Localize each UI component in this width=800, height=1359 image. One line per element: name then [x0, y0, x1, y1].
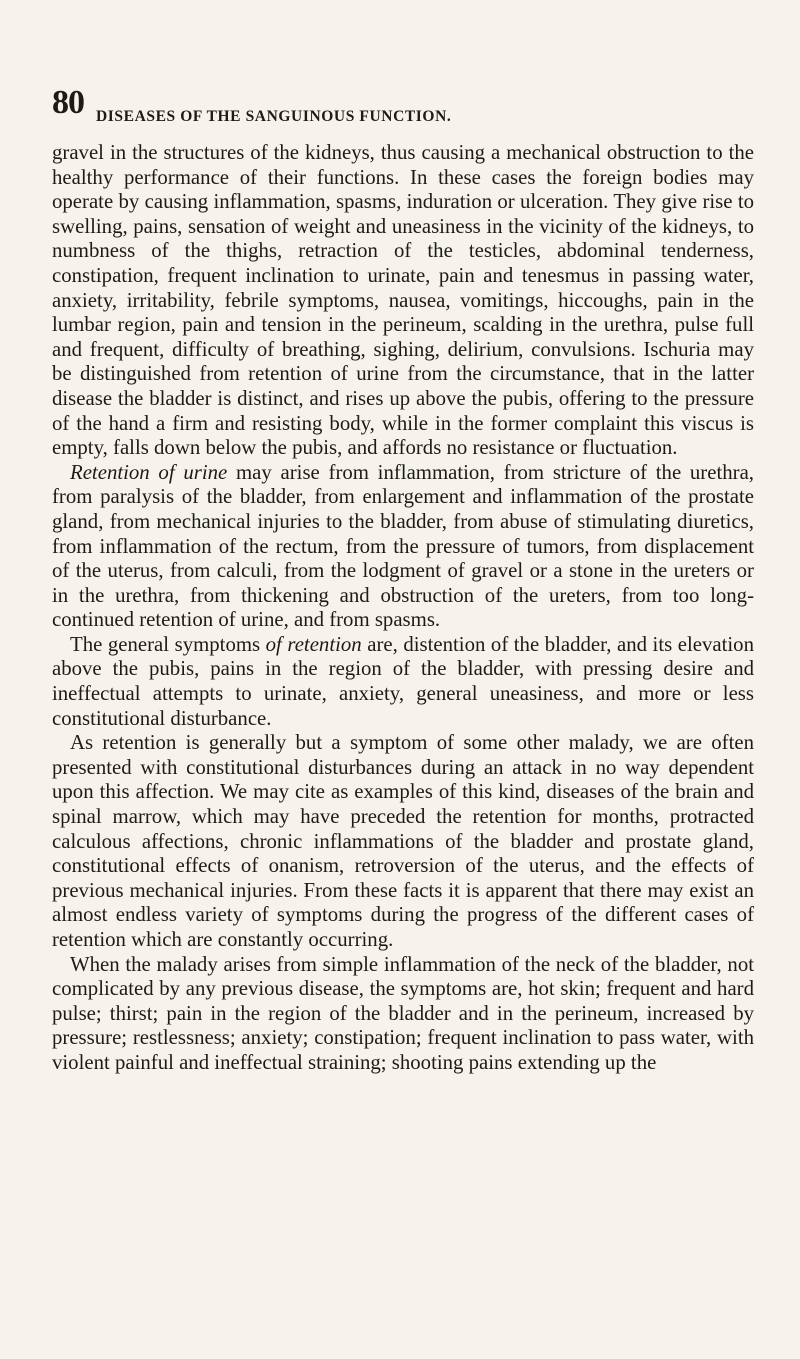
page-header: [52, 86, 752, 126]
paragraph-text: When the malady arises from simple inflammation of the neck of the bladder, not complicated by any previous disease, the symptoms are, hot skin; frequent and hard pulse; thirst; pain in the region of the bladder and in the perineum, increased by pressure; restlessness; anxiety; constipation; frequent inclination to pass water, with violent painful and ineffectual straining; shooting pains extending up the: [52, 952, 754, 1074]
italic-heading: Retention of urine: [70, 460, 228, 484]
paragraph-kidney-gravel: [52, 141, 754, 461]
italic-phrase: of retention: [265, 632, 362, 656]
paragraph-text: As retention is generally but a symptom of some other malady, we are often presented with constitutional disturbances during an attack in no way dependent upon this affection. We may cite as examples of this kind, diseases of the brain and spinal marrow, which may have preceded the retention for months, protracted calculous affections, chronic inflammations of the bladder and prostate gland, constitutional effects of onanism, retroversion of the uterus, and the effects of previous mechanical injuries. From these facts it is apparent that there may exist an almost endless variety of symptoms during the progress of the different cases of retention which are constantly occurring.: [52, 731, 754, 951]
body-text: [52, 141, 754, 1076]
paragraph-simple-inflammation: [52, 953, 754, 1076]
paragraph-text: gravel in the structures of the kidneys, thus causing a mechanical obstruction to the healthy performance of their functions. In these cases the foreign bodies may operate by causing inflammation, spasms, induration or ulceration. They give rise to swelling, pains, sensation of weight and uneasiness in the vicinity of the kidneys, to numbness of the thighs, retraction of the testicles, abdominal tenderness, constipation, frequent inclination to urinate, pain and tenesmus in passing water, anxiety, irritability, febrile symptoms, nausea, vomitings, hiccoughs, pain in the lumbar region, pain and tension in the perineum, scalding in the urethra, pulse full and frequent, difficulty of breathing, sighing, delirium, convulsions. Ischuria may be distinguished from retention of urine from the circumstance, that in the latter disease the bladder is distinct, and rises up above the pubis, offering to the pressure of the hand a firm and resisting body, while in the former complaint this viscus is empty, falls down below the pubis, and affords no resistance or fluctuation.: [52, 141, 754, 460]
paragraph-text: are, distention of the bladder, and its elevation above the pubis, pains in the region of the bladder, with pressing desire and ineffectual attempts to urinate, anxiety, general uneasiness, and more or less constitutional disturbance.: [52, 632, 754, 730]
paragraph-retention-symptoms: [52, 633, 754, 731]
running-title: DISEASES OF THE SANGUINOUS FUNCTION.: [96, 108, 452, 125]
paragraph-text: may arise from inflammation, from stricture of the urethra, from paralysis of the bladder, from enlargement and inflammation of the prostate gland, from mechanical injuries to the bladder, from abuse of stimulating diuretics, from inflammation of the rectum, from the pressure of tumors, from displacement of the uterus, from calculi, from the lodgment of gravel or a stone in the ureters or in the urethra, from thickening and obstruction of the ureters, from too long-continued retention of urine, and from spasms.: [52, 460, 754, 632]
paragraph-retention-causes: [52, 461, 754, 633]
paragraph-constitutional-disturbances: [52, 731, 754, 952]
paragraph-lead: The general symptoms: [70, 632, 266, 656]
page-number: 80: [52, 84, 84, 121]
